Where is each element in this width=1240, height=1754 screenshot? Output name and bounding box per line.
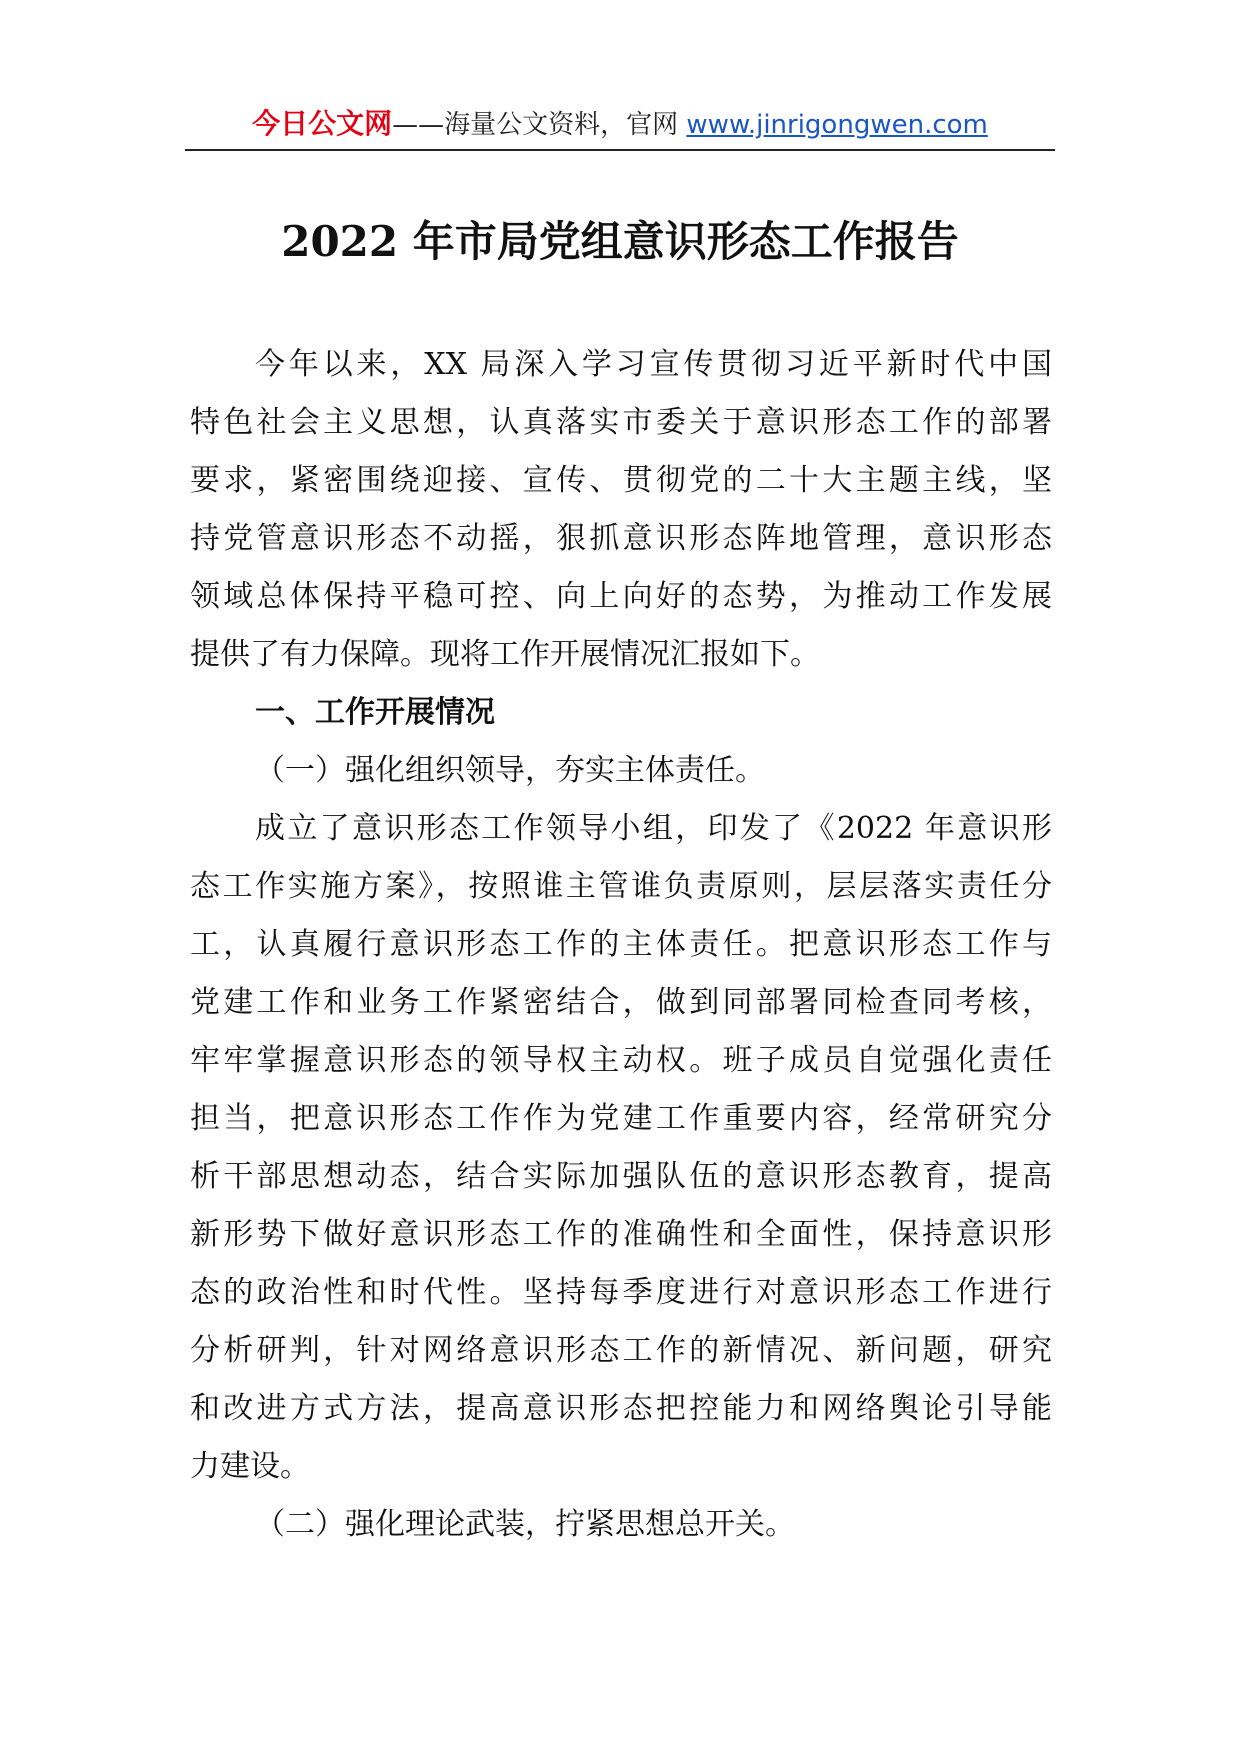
document-body <box>190 336 1052 1554</box>
text-line: 提供了有力保障。现将工作开展情况汇报如下。 <box>190 637 820 672</box>
text-line: 态的政治性和时代性。坚持每季度进行对意识形态工作进行 <box>190 1275 1052 1310</box>
text-line: 持党管意识形态不动摇，狠抓意识形态阵地管理，意识形态 <box>190 521 1052 556</box>
header-divider <box>185 149 1055 151</box>
site-header <box>185 104 1055 145</box>
text-line: 析干部思想动态，结合实际加强队伍的意识形态教育，提高 <box>190 1159 1052 1194</box>
site-brand-name: 今日公文网 <box>252 107 393 140</box>
text-line: 新形势下做好意识形态工作的准确性和全面性，保持意识形 <box>190 1217 1052 1252</box>
document-title: 2022 年市局党组意识形态工作报告 <box>281 217 959 266</box>
text-line: 要求，紧密围绕迎接、宣传、贯彻党的二十大主题主线，坚 <box>190 463 1052 498</box>
text-line: 党建工作和业务工作紧密结合，做到同部署同检查同考核， <box>190 985 1052 1020</box>
text-line: 和改进方式方法，提高意识形态把控能力和网络舆论引导能 <box>190 1391 1052 1426</box>
text-line: 成立了意识形态工作领导小组，印发了《2022 年意识形 <box>255 811 1052 846</box>
section-heading: 一、工作开展情况 <box>255 695 495 730</box>
text-line: 担当，把意识形态工作作为党建工作重要内容，经常研究分 <box>190 1101 1052 1136</box>
text-line: 领域总体保持平稳可控、向上向好的态势，为推动工作发展 <box>190 579 1052 614</box>
text-line: 特色社会主义思想，认真落实市委关于意识形态工作的部署 <box>190 405 1052 440</box>
text-line: 分析研判，针对网络意识形态工作的新情况、新问题，研究 <box>190 1333 1052 1368</box>
text-line: 力建设。 <box>190 1449 310 1484</box>
text-line: 态工作实施方案》，按照谁主管谁负责原则，层层落实责任分 <box>190 869 1052 904</box>
site-url-link[interactable]: www.jinrigongwen.com <box>686 110 988 140</box>
text-line: 牢牢掌握意识形态的领导权主动权。班子成员自觉强化责任 <box>190 1043 1052 1078</box>
site-tagline: ——海量公文资料，官网 <box>392 110 687 140</box>
subsection-heading: （一）强化组织领导，夯实主体责任。 <box>255 753 765 788</box>
text-line: 今年以来，XX 局深入学习宣传贯彻习近平新时代中国 <box>255 347 1052 382</box>
text-line: 工，认真履行意识形态工作的主体责任。把意识形态工作与 <box>190 927 1052 962</box>
subsection-heading: （二）强化理论武装，拧紧思想总开关。 <box>255 1507 795 1542</box>
